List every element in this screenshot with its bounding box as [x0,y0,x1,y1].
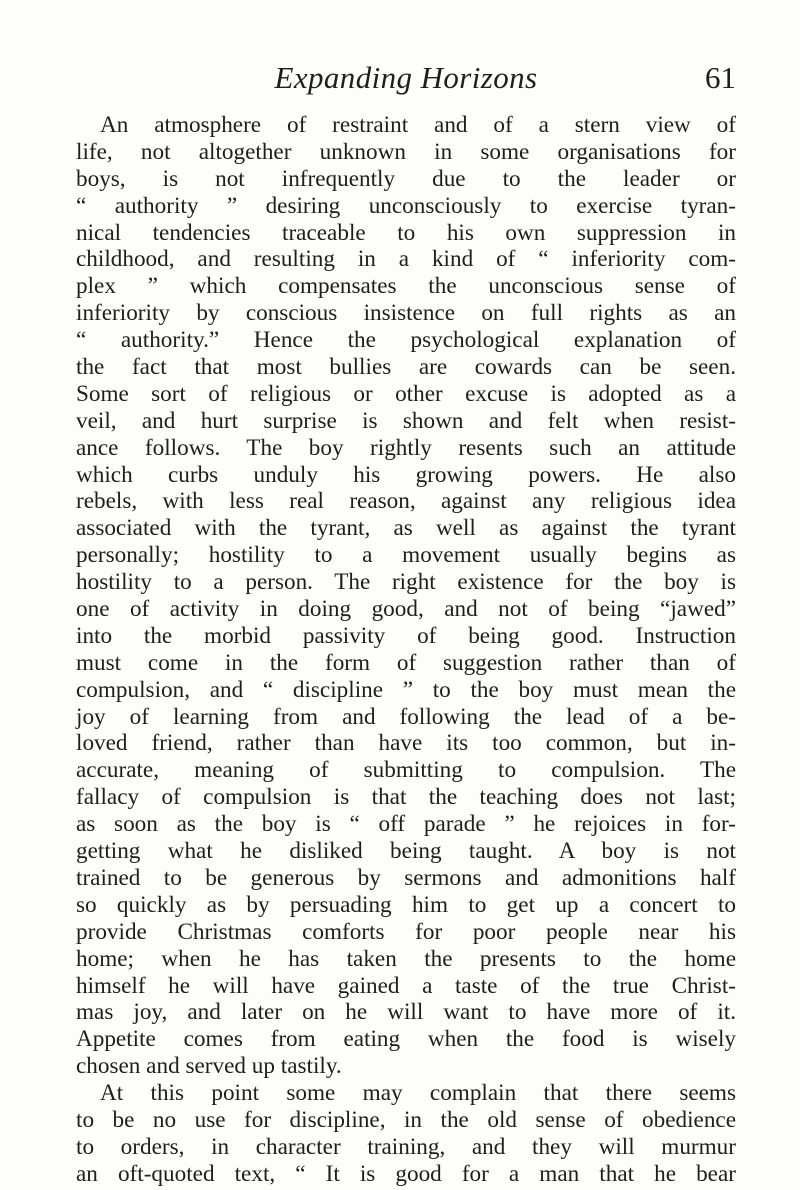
text-line: ance follows. The boy rightly resents such an attitude [76,434,736,461]
text-line: to be no use for discipline, in the old sense of obedience [76,1106,736,1133]
text-line: An atmosphere of restraint and of a stern view of [100,112,736,138]
text-line: veil, and hurt surprise is shown and felt when resist- [76,407,736,434]
body-text [76,112,736,1188]
text-line: chosen and served up tastily. [76,1053,342,1080]
text-line: home; when he has taken the presents to the home [76,945,736,972]
text-line: getting what he disliked being taught. A boy is not [76,838,736,865]
text-line: At this point some may complain that there seems [100,1080,736,1107]
text-line: trained to be generous by sermons and admonitions half [76,864,736,891]
text-line: life, not altogether unknown in some organisations for [76,138,736,165]
text-line: to orders, in character training, and they will murmur [76,1133,736,1160]
text-line: mas joy, and later on he will want to have more of it. [76,999,736,1026]
text-line: one of activity in doing good, and not of being “jawed” [76,596,736,623]
text-line: provide Christmas comforts for poor people near his [76,918,736,945]
text-line: Some sort of religious or other excuse is adopted as a [76,380,736,407]
page-number: 61 [705,60,736,95]
text-line: an oft-quoted text, “ It is good for a man that he bear [76,1160,736,1187]
text-line: nical tendencies traceable to his own suppression in [76,219,736,246]
running-title: Expanding Horizons [274,60,538,95]
text-line: the fact that most bullies are cowards can be seen. [76,354,736,381]
text-line: personally; hostility to a movement usually begins as [76,542,736,569]
text-line: fallacy of compulsion is that the teaching does not last; [76,784,736,811]
text-line: hostility to a person. The right existence for the boy is [76,569,736,596]
text-line: as soon as the boy is “ off parade ” he rejoices in for- [76,811,736,838]
text-line: accurate, meaning of submitting to compulsion. The [76,757,736,784]
text-line: Appetite comes from eating when the food is wisely [76,1026,736,1053]
text-line: childhood, and resulting in a kind of “ inferiority com- [76,246,736,273]
text-line: boys, is not infrequently due to the leader or [76,165,736,192]
text-line: himself he will have gained a taste of the true Christ- [76,972,736,999]
running-head [76,58,736,98]
text-line: “ authority ” desiring unconsciously to exercise tyran- [76,192,736,219]
text-line: which curbs unduly his growing powers. He also [76,461,736,488]
text-line: rebels, with less real reason, against any religious idea [76,488,736,515]
text-line: loved friend, rather than have its too common, but in- [76,730,736,757]
text-line: must come in the form of suggestion rather than of [76,649,736,676]
text-line: into the morbid passivity of being good. Instruction [76,622,736,649]
text-line: “ authority.” Hence the psychological explanation of [76,327,736,354]
text-line: associated with the tyrant, as well as against the tyrant [76,515,736,542]
text-line: so quickly as by persuading him to get up a concert to [76,891,736,918]
text-line: compulsion, and “ discipline ” to the boy must mean the [76,676,736,703]
text-line: inferiority by conscious insistence on full rights as an [76,300,736,327]
text-line: plex ” which compensates the unconscious sense of [76,273,736,300]
text-line: joy of learning from and following the lead of a be- [76,703,736,730]
